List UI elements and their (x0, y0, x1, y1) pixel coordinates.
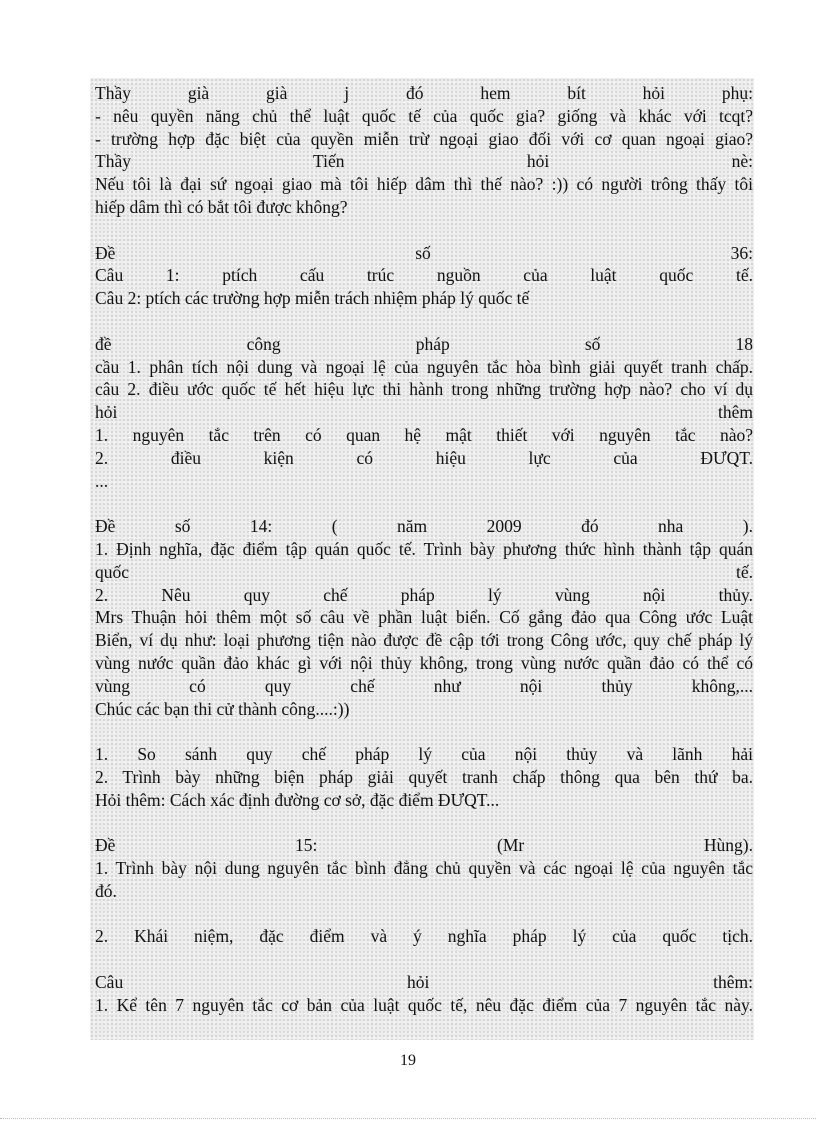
text-line: quốc tế. (95, 561, 753, 582)
section-heading: đề công pháp số 18 (95, 333, 753, 354)
text-line: 2. Khái niệm, đặc điểm và ý nghĩa pháp lý của quốc tịch. (95, 926, 753, 947)
blank-line (95, 903, 753, 926)
text-line: 2. điều kiện có hiệu lực của ĐƯQT. (95, 447, 753, 468)
section-heading: Đề số 36: (95, 242, 753, 263)
blank-line (95, 310, 753, 333)
text-line: Mrs Thuận hỏi thêm một số câu về phần luật biển. Cố gắng đảo qua Công ước Luật (95, 607, 753, 628)
blank-line (95, 492, 753, 515)
section-heading: Đề số 14: ( năm 2009 đó nha ). (95, 516, 753, 537)
text-line: Chúc các bạn thi cử thành công....:)) (95, 698, 350, 719)
text-line: ... (95, 470, 109, 491)
blank-line (95, 720, 753, 743)
text-line: hiếp dâm thì có bắt tôi được không? (95, 196, 348, 217)
text-line: hỏi thêm (95, 402, 753, 423)
text-line: Thầy Tiến hỏi nè: (95, 151, 753, 172)
text-line: 1. Kể tên 7 nguyên tắc cơ bản của luật quốc tế, nêu đặc điểm của 7 nguyên tắc này. (95, 994, 753, 1015)
section-heading: Đề 15: (Mr Hùng). (95, 835, 753, 856)
text-line: 2. Trình bày những biện pháp giải quyết tranh chấp thông qua bên thứ ba. (95, 766, 753, 787)
text-line: Câu hỏi thêm: (95, 972, 753, 993)
text-line: 1. nguyên tắc trên có quan hệ mật thiết với nguyên tắc nào? (95, 424, 753, 445)
text-line: - trường hợp đặc biệt của quyền miễn trừ ngoại giao đối với cơ quan ngoại giao? (95, 128, 753, 149)
page-bottom-rule (0, 1118, 816, 1119)
text-line: 1. Trình bày nội dung nguyên tắc bình đẳng chủ quyền và các ngoại lệ của nguyên tắc (95, 858, 753, 879)
text-line: Thầy già già j đó hem bít hỏi phụ: (95, 83, 753, 103)
text-line: Hỏi thêm: Cách xác định đường cơ sở, đặc điểm ĐƯQT... (95, 789, 500, 810)
text-line: Câu 1: ptích cấu trúc nguồn của luật quốc tế. (95, 265, 753, 286)
text-line: Nếu tôi là đại sứ ngoại giao mà tôi hiếp dâm thì thế nào? :)) có người trông thấy tôi (95, 174, 753, 195)
text-line: 2. Nêu quy chế pháp lý vùng nội thủy. (95, 584, 753, 605)
text-line: - nêu quyền năng chủ thể luật quốc tế của quốc gia? giống và khác với tcqt? (95, 105, 753, 126)
blank-line (95, 812, 753, 835)
text-line: Câu 2: ptích các trường hợp miễn trách nhiệm pháp lý quốc tế (95, 288, 530, 309)
text-line: Biển, ví dụ như: loại phương tiện nào được đề cập tới trong Công ước, quy chế pháp lý (95, 630, 753, 651)
text-line: vùng có quy chế như nội thủy không,... (95, 675, 753, 696)
page-number: 19 (400, 1052, 416, 1069)
blank-line (95, 219, 753, 242)
text-line: 1. So sánh quy chế pháp lý của nội thủy và lãnh hải (95, 744, 753, 765)
text-line: câu 2. điều ước quốc tế hết hiệu lực thi hành trong những trường hợp nào? cho ví dụ (95, 379, 753, 400)
text-line: vùng nước quần đảo khác gì với nội thủy không, trong vùng nước quần đảo có thể có (95, 652, 753, 673)
blank-line (95, 948, 753, 971)
text-line: cầu 1. phân tích nội dung và ngoại lệ của nguyên tắc hòa bình giải quyết tranh chấp. (95, 356, 753, 377)
document-body (95, 82, 753, 1017)
text-line: 1. Định nghĩa, đặc điểm tập quán quốc tế. Trình bày phương thức hình thành tập quán (95, 538, 753, 559)
text-line: đó. (95, 880, 117, 901)
